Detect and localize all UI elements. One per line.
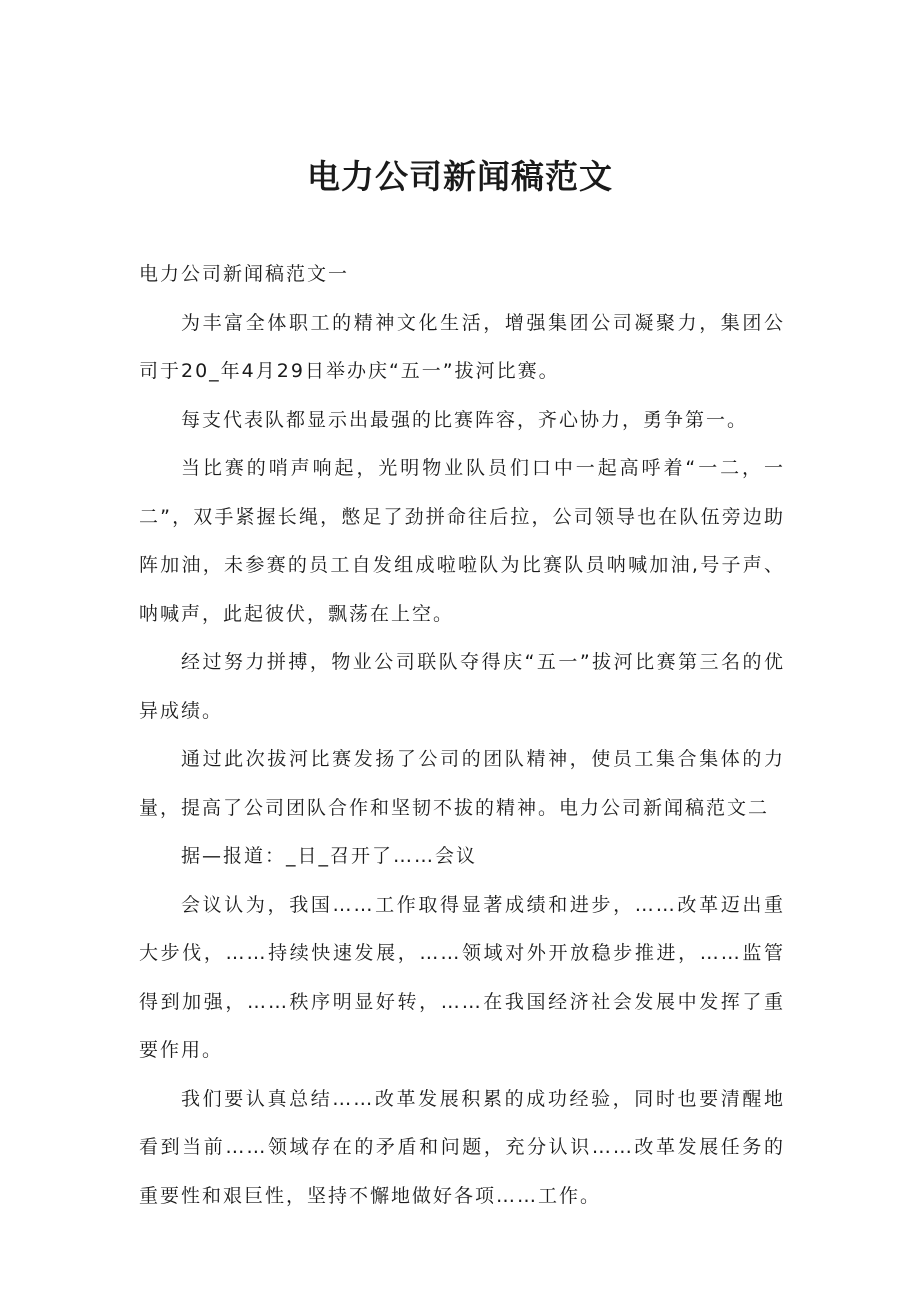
paragraph: 会议认为，我国……工作取得显著成绩和进步，……改革迈出重大步伐，……持续快速发展，……领域对外开放稳步推进，……监管得到加强，……秩序明显好转，……在我国经济社会发展中发挥了重要作用。 — [139, 893, 785, 1061]
paragraph: 每支代表队都显示出最强的比赛阵容，齐心协力，勇争第一。 — [181, 408, 749, 431]
paragraph: 我们要认真总结……改革发展积累的成功经验，同时也要清醒地看到当前……领域存在的矛盾和问题，充分认识……改革发展任务的重要性和艰巨性，坚持不懈地做好各项……工作。 — [139, 1087, 785, 1207]
paragraph: 据—报道：_日_召开了……会议 — [181, 845, 478, 867]
paragraph: 通过此次拔河比赛发扬了公司的团队精神，使员工集合集体的力量，提高了公司团队合作和坚韧不拔的精神。电力公司新闻稿范文二 — [139, 748, 785, 819]
document-body — [139, 250, 785, 1220]
document-title: 电力公司新闻稿范文 — [307, 157, 613, 196]
paragraph: 为丰富全体职工的精神文化生活，增强集团公司凝聚力，集团公司于20_年4月29日举办庆“五一”拔河比赛。 — [139, 311, 785, 382]
section-heading: 电力公司新闻稿范文一 — [139, 263, 350, 285]
paragraph: 经过努力拼搏，物业公司联队夺得庆“五一”拔河比赛第三名的优异成绩。 — [139, 651, 785, 722]
paragraph: 当比赛的哨声响起，光明物业队员们口中一起高呼着“一二，一二”，双手紧握长绳，憋足了劲拼命往后拉，公司领导也在队伍旁边助阵加油，未参赛的员工自发组成啦啦队为比赛队员呐喊加油,号子声、呐喊声，此起彼伏，飘荡在上空。 — [139, 457, 785, 625]
